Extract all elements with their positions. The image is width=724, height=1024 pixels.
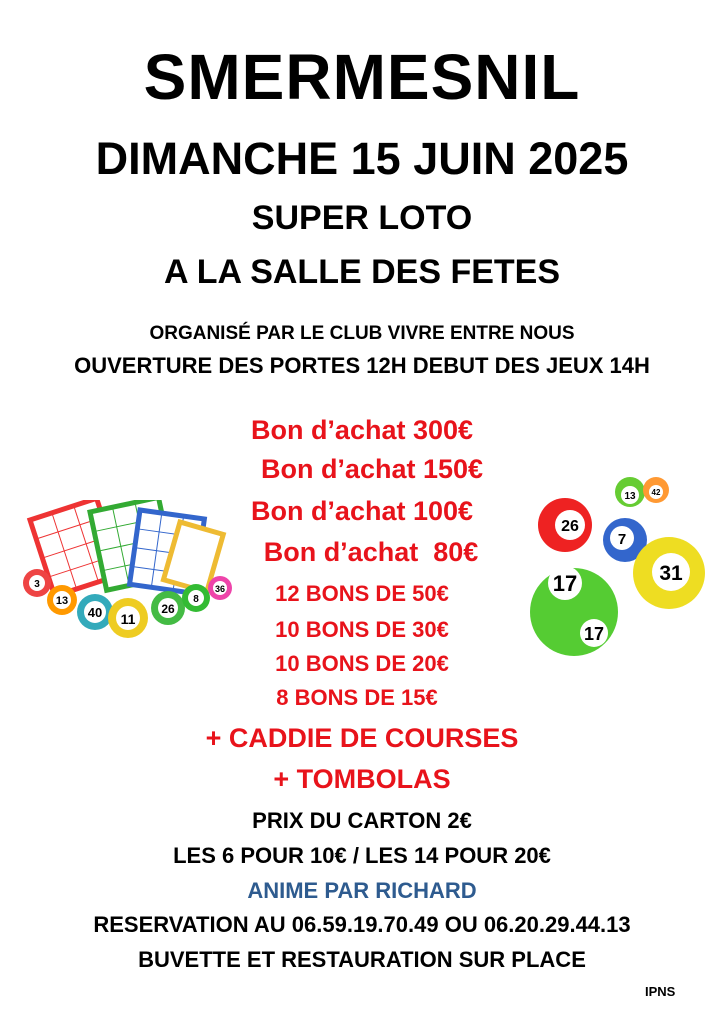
prize-item: Bon d’achat 150€ xyxy=(260,454,484,484)
ball-label: 11 xyxy=(120,611,136,627)
ball-label: 26 xyxy=(161,602,175,616)
ball-label: 40 xyxy=(87,605,103,620)
ball-label: 7 xyxy=(617,531,627,548)
organizer-line: ORGANISÉ PAR LE CLUB VIVRE ENTRE NOUS xyxy=(149,323,575,344)
ipns-footer: IPNS xyxy=(645,984,676,999)
event-venue: A LA SALLE DES FETES xyxy=(163,253,561,291)
extra-prize: + TOMBOLAS xyxy=(273,764,451,794)
town-title: SMERMESNIL xyxy=(143,41,581,113)
bundle-price: LES 6 POUR 10€ / LES 14 POUR 20€ xyxy=(173,843,551,868)
prize-item: Bon d’achat 300€ xyxy=(250,415,474,445)
refreshments-line: BUVETTE ET RESTAURATION SUR PLACE xyxy=(138,947,586,972)
ball-label: 3 xyxy=(34,579,40,590)
card-price: PRIX DU CARTON 2€ xyxy=(252,808,472,833)
ball-label: 17 xyxy=(583,624,605,644)
lottery-balls-icon xyxy=(525,470,715,660)
prize-item: 10 BONS DE 20€ xyxy=(275,651,449,676)
ball-label: 13 xyxy=(55,595,69,607)
prize-item: 10 BONS DE 30€ xyxy=(275,617,449,642)
ball-label: 26 xyxy=(561,518,579,535)
event-name: SUPER LOTO xyxy=(251,199,473,237)
reservation-line: RESERVATION AU 06.59.19.70.49 OU 06.20.29.44.13 xyxy=(93,912,631,937)
prize-item: 8 BONS DE 15€ xyxy=(276,685,438,710)
prize-item: 12 BONS DE 50€ xyxy=(275,581,449,606)
ball-label: 31 xyxy=(659,562,683,585)
prize-item: Bon d’achat 100€ xyxy=(250,496,474,526)
event-date: DIMANCHE 15 JUIN 2025 xyxy=(95,133,629,184)
ball-label: 13 xyxy=(624,491,636,502)
ball-label: 17 xyxy=(552,571,578,596)
host-line: ANIME PAR RICHARD xyxy=(247,878,477,903)
extra-prize: + CADDIE DE COURSES xyxy=(205,723,519,753)
ball-label: 36 xyxy=(214,584,226,594)
prize-item: Bon d’achat 80€ xyxy=(263,537,479,567)
ball-label: 8 xyxy=(193,594,199,605)
bingo-cards-and-balls-icon xyxy=(20,500,240,650)
ball-label: 42 xyxy=(651,488,661,497)
schedule-line: OUVERTURE DES PORTES 12H DEBUT DES JEUX 14H xyxy=(74,353,650,378)
